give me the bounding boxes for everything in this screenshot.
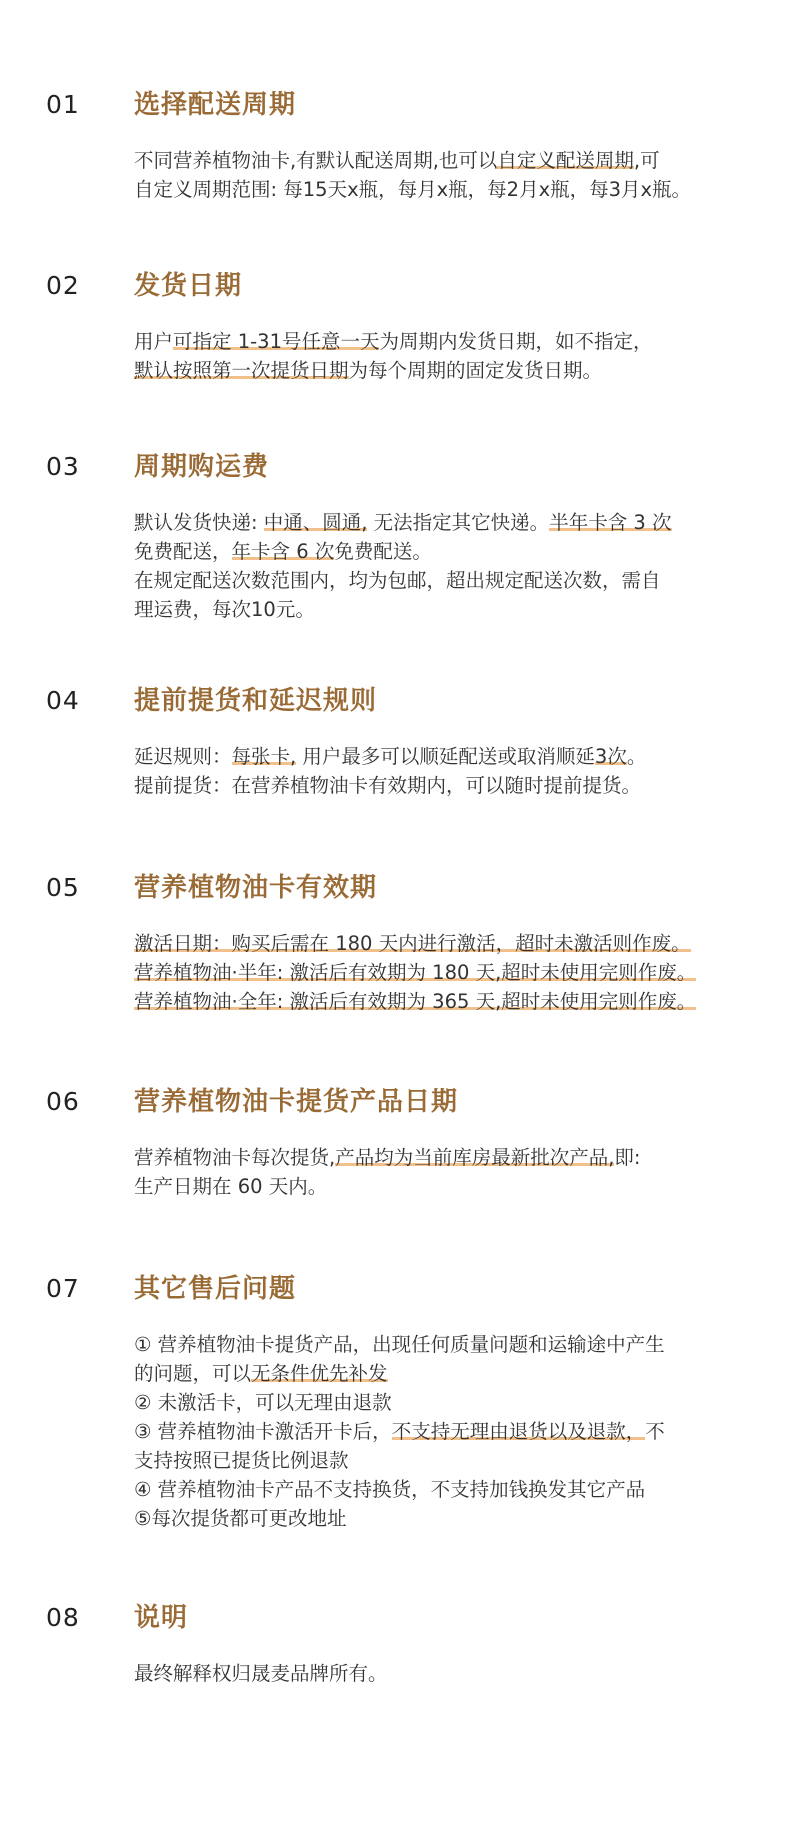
body-line: [134, 771, 730, 800]
section-body: [134, 327, 730, 385]
body-line: [134, 1172, 730, 1201]
body-line: [134, 1475, 730, 1504]
highlighted-text: 自定义配送周期: [497, 149, 634, 172]
body-line: [134, 958, 730, 987]
body-line: [134, 537, 730, 566]
body-line: [134, 929, 730, 958]
section-title: 提前提货和延迟规则: [134, 686, 378, 716]
body-text: 。: [626, 745, 647, 768]
section-title: 发货日期: [134, 271, 243, 301]
body-text: 默认发货快递:: [134, 511, 264, 534]
section-number: 01: [46, 90, 80, 119]
body-line: [134, 327, 730, 356]
body-text: 无法指定其它快递。: [367, 511, 550, 534]
section-body: [134, 1659, 730, 1688]
body-text: 免费配送，: [134, 540, 232, 563]
section-title: 周期购运费: [134, 452, 270, 482]
section-title: 说明: [134, 1603, 189, 1633]
body-line: [134, 1359, 730, 1388]
body-text: 不同营养植物油卡,有默认配送周期,也可以: [134, 149, 498, 172]
body-line: [134, 1388, 730, 1417]
highlighted-text: 营养植物油·全年: 激活后有效期为 365 天,超时未使用完则作废。: [134, 990, 697, 1013]
body-line: [134, 1330, 730, 1359]
section-number: 05: [46, 873, 80, 902]
highlighted-text: 激活日期：购买后需在 180 天内进行激活，超时未激活则作废。: [134, 932, 691, 955]
body-line: [134, 566, 730, 595]
section-body: [134, 742, 730, 800]
body-text: 免费配送。: [334, 540, 432, 563]
section-body: [134, 1143, 730, 1201]
section-body: [134, 1330, 730, 1533]
body-line: [134, 987, 730, 1016]
body-text: 自定义周期范围: 每15天x瓶，每月x瓶，每2月x瓶，每3月x瓶。: [134, 178, 692, 201]
section-number: 02: [46, 271, 80, 300]
highlighted-text: 默认按照第一次提货日期: [134, 359, 349, 382]
body-text: 为每个周期的固定发货日期。: [348, 359, 603, 382]
body-text: 延迟规则：: [134, 745, 232, 768]
highlighted-text: 年卡含 6 次: [231, 540, 335, 563]
highlighted-text: 营养植物油·半年: 激活后有效期为 180 天,超时未使用完则作废。: [134, 961, 697, 984]
body-line: [134, 1417, 730, 1446]
body-text: ② 未激活卡，可以无理由退款: [134, 1391, 392, 1414]
body-text: ③ 营养植物油卡激活开卡后，: [134, 1420, 392, 1443]
highlighted-text: 每张卡,: [231, 745, 297, 768]
body-line: [134, 146, 730, 175]
body-text: ⑤每次提货都可更改地址: [134, 1507, 347, 1530]
body-text: 即:: [614, 1146, 641, 1169]
body-line: [134, 356, 730, 385]
highlighted-text: 3次: [594, 745, 627, 768]
body-text: 支持按照已提货比例退款: [134, 1449, 349, 1472]
body-text: 用户最多可以顺延配送或取消顺延: [296, 745, 595, 768]
highlighted-text: 可指定 1-31号任意一天: [173, 330, 380, 353]
highlighted-text: 不支持无理由退货以及退款，: [391, 1420, 646, 1443]
body-text: 理运费，每次10元。: [134, 598, 315, 621]
section-number: 07: [46, 1274, 80, 1303]
body-text: 营养植物油卡每次提货,: [134, 1146, 336, 1169]
section-title: 其它售后问题: [134, 1274, 297, 1304]
body-line: [134, 1143, 730, 1172]
body-text: 用户: [134, 330, 174, 353]
section-number: 06: [46, 1087, 80, 1116]
body-text: 最终解释权归晟麦品牌所有。: [134, 1662, 388, 1685]
section-title: 营养植物油卡提货产品日期: [134, 1087, 459, 1117]
section-title: 选择配送周期: [134, 90, 297, 120]
highlighted-text: 产品均为当前库房最新批次产品,: [335, 1146, 615, 1169]
body-line: [134, 1446, 730, 1475]
body-text: 生产日期在 60 天内。: [134, 1175, 328, 1198]
body-text: ④ 营养植物油卡产品不支持换货，不支持加钱换发其它产品: [134, 1478, 646, 1501]
section-title: 营养植物油卡有效期: [134, 873, 378, 903]
body-text: 的问题，可以: [134, 1362, 252, 1385]
section-body: [134, 146, 730, 204]
body-text: ① 营养植物油卡提货产品，出现任何质量问题和运输途中产生: [134, 1333, 665, 1356]
body-line: [134, 1659, 730, 1688]
highlighted-text: 无条件优先补发: [251, 1362, 388, 1385]
section-number: 04: [46, 686, 80, 715]
section-body: [134, 508, 730, 624]
body-line: [134, 1504, 730, 1533]
section-number: 08: [46, 1603, 80, 1632]
body-text: 不: [645, 1420, 665, 1443]
body-text: 为周期内发货日期，如不指定，: [379, 330, 653, 353]
body-text: 提前提货：在营养植物油卡有效期内，可以随时提前提货。: [134, 774, 642, 797]
section-number: 03: [46, 452, 80, 481]
body-text: ,可: [633, 149, 660, 172]
highlighted-text: 半年卡含 3 次: [549, 511, 672, 534]
body-line: [134, 742, 730, 771]
body-line: [134, 175, 730, 204]
body-line: [134, 595, 730, 624]
body-line: [134, 508, 730, 537]
section-body: [134, 929, 730, 1016]
body-text: 在规定配送次数范围内，均为包邮，超出规定配送次数，需自: [134, 569, 661, 592]
highlighted-text: 中通、圆通,: [263, 511, 368, 534]
